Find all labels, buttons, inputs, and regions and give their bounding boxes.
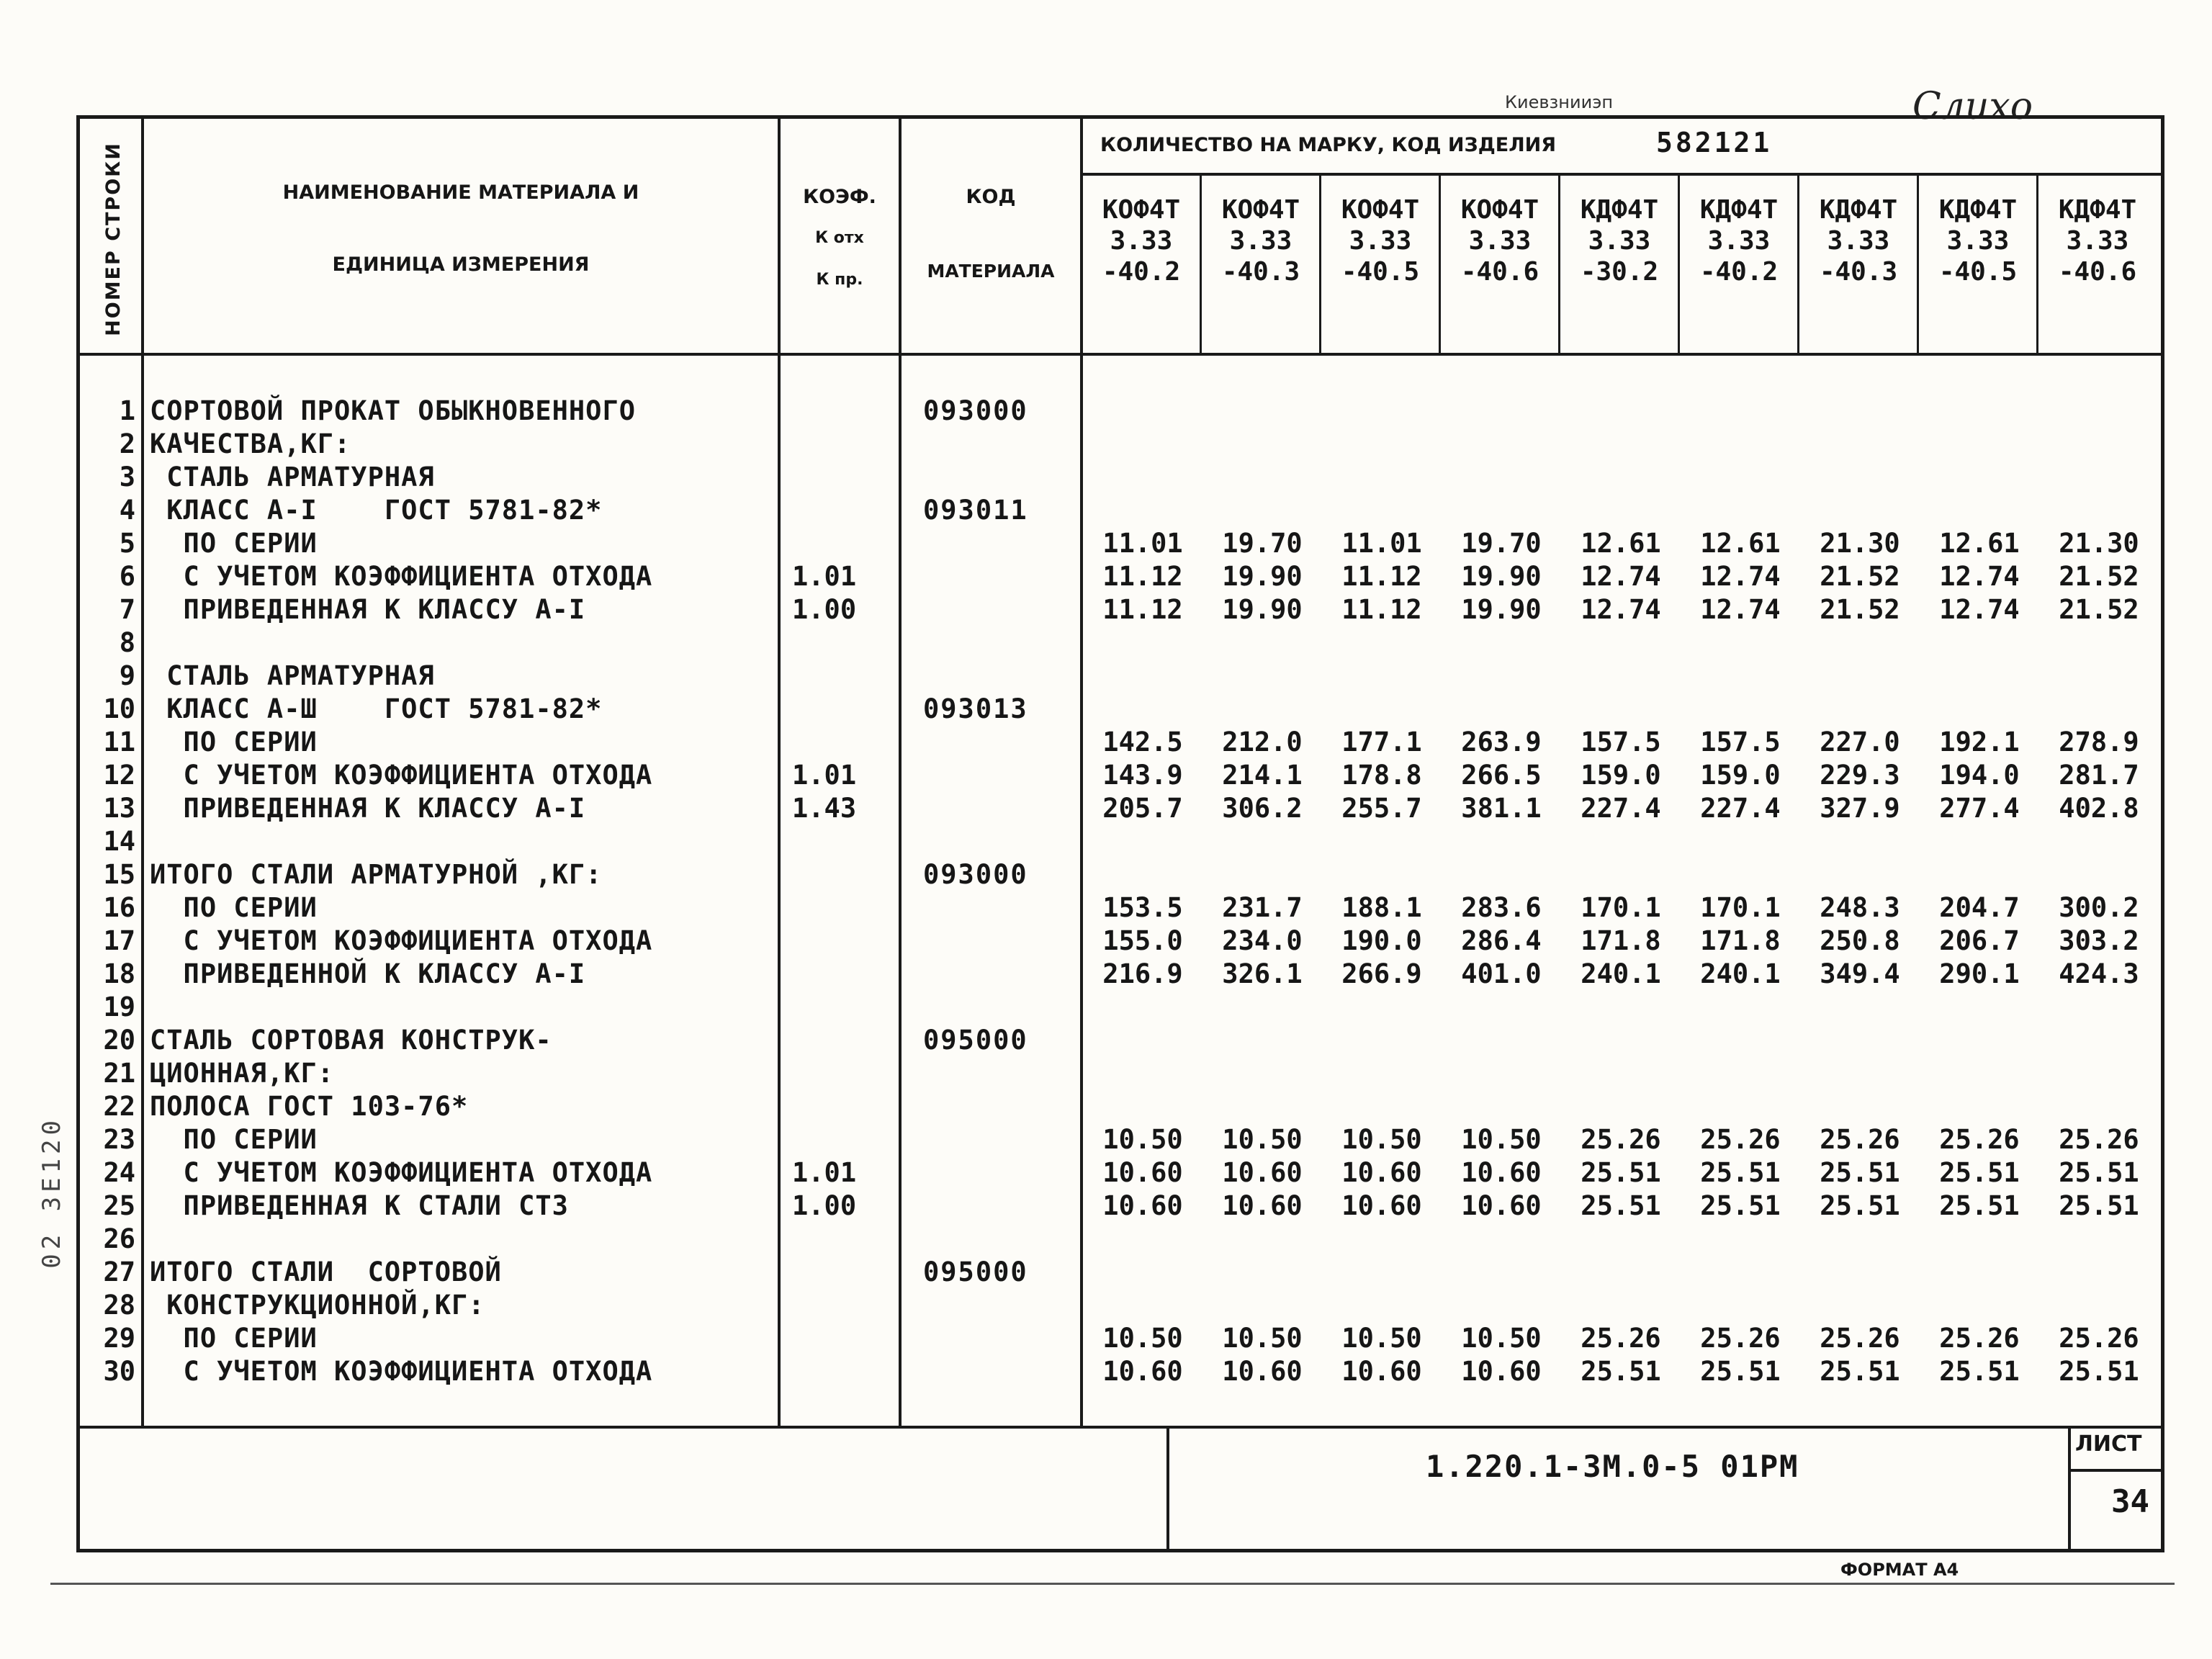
- material-header-line2: ЕДИНИЦА ИЗМЕРЕНИЯ: [332, 253, 590, 276]
- product-column-header: [1082, 194, 1201, 287]
- quantity-value: 19.90: [1461, 561, 1542, 592]
- quantity-value: 25.26: [1820, 1323, 1900, 1354]
- quantity-value: 306.2: [1222, 793, 1303, 824]
- quantity-value: 10.60: [1461, 1190, 1542, 1221]
- row-number: 16: [103, 892, 135, 923]
- product-column-header-l3: -40.3: [1819, 257, 1898, 287]
- quantity-value: 25.51: [1700, 1356, 1781, 1387]
- margin-code: 02 3Е120: [37, 1116, 66, 1269]
- quantity-value: 277.4: [1939, 793, 2020, 824]
- quantity-value: 281.7: [2059, 760, 2139, 791]
- table-row: [0, 428, 2212, 461]
- coef-header-line3: К пр.: [816, 271, 863, 289]
- product-column-header-l1: КОФ4Т: [1460, 195, 1539, 225]
- material-code: 093011: [923, 495, 1028, 526]
- quantity-value: 25.51: [1581, 1157, 1661, 1188]
- quantity-value: 10.60: [1461, 1157, 1542, 1188]
- quantity-value: 19.90: [1222, 594, 1303, 625]
- material-code: 095000: [923, 1256, 1028, 1287]
- row-number: 14: [103, 826, 135, 857]
- coefficient: 1.00: [792, 594, 857, 625]
- quantity-value: 25.51: [1820, 1157, 1900, 1188]
- product-column-header-l2: 3.33: [1349, 226, 1412, 256]
- quantity-value: 10.60: [1102, 1190, 1183, 1221]
- product-column-header-l3: -40.2: [1102, 257, 1181, 287]
- quantity-value: 19.70: [1461, 528, 1542, 559]
- quantity-value: 212.0: [1222, 727, 1303, 757]
- table-row: [0, 958, 2212, 991]
- quantity-value: 12.61: [1939, 528, 2020, 559]
- quantity-value: 12.74: [1939, 594, 2020, 625]
- quantity-value: 204.7: [1939, 892, 2020, 923]
- row-number: 11: [103, 727, 135, 757]
- row-number: 30: [103, 1356, 135, 1387]
- material-name: ПРИВЕДЕННАЯ К КЛАССУ А-I: [150, 793, 586, 824]
- quantity-value: 10.60: [1222, 1356, 1303, 1387]
- quantity-value: 19.70: [1222, 528, 1303, 559]
- product-column-header-l2: 3.33: [1707, 226, 1771, 256]
- product-column-header-l3: -40.6: [1460, 257, 1539, 287]
- table-row: [0, 726, 2212, 759]
- material-name: С УЧЕТОМ КОЭФФИЦИЕНТА ОТХОДА: [150, 561, 653, 592]
- material-name: КОНСТРУКЦИОННОЙ,КГ:: [150, 1290, 485, 1321]
- product-column-header: [1799, 194, 1918, 287]
- table-row: [0, 560, 2212, 593]
- quantity-value: 327.9: [1820, 793, 1900, 824]
- quantity-value: 234.0: [1222, 925, 1303, 956]
- quantity-value: 10.60: [1102, 1356, 1183, 1387]
- quantity-value: 25.26: [1939, 1124, 2020, 1155]
- code-header-line2: МАТЕРИАЛА: [927, 261, 1055, 282]
- quantity-value: 11.12: [1341, 594, 1422, 625]
- table-row: [0, 527, 2212, 560]
- quantity-value: 25.51: [2059, 1190, 2139, 1221]
- product-column-header-l2: 3.33: [1110, 226, 1173, 256]
- row-number: 6: [119, 561, 135, 592]
- quantity-value: 25.26: [1939, 1323, 2020, 1354]
- quantity-value: 227.0: [1820, 727, 1900, 757]
- material-name: С УЧЕТОМ КОЭФФИЦИЕНТА ОТХОДА: [150, 760, 653, 791]
- material-name: ПО СЕРИИ: [150, 1124, 318, 1155]
- row-number: 19: [103, 992, 135, 1022]
- quantity-value: 25.51: [1939, 1157, 2020, 1188]
- material-name: ПРИВЕДЕННАЯ К СТАЛИ СТ3: [150, 1190, 569, 1221]
- quantity-value: 25.51: [1820, 1356, 1900, 1387]
- row-number: 2: [119, 428, 135, 459]
- product-column-header: [1201, 194, 1321, 287]
- product-column-header-l1: КОФ4Т: [1102, 195, 1181, 225]
- product-column-header-l3: -40.2: [1699, 257, 1779, 287]
- quantity-value: 21.52: [1820, 594, 1900, 625]
- table-row: [0, 792, 2212, 825]
- material-name: ПО СЕРИИ: [150, 892, 318, 923]
- material-code: 093000: [923, 395, 1028, 426]
- product-column-header-l1: КДФ4Т: [1699, 195, 1779, 225]
- material-name: КАЧЕСТВА,КГ:: [150, 428, 351, 459]
- page-format: ФОРМАТ А4: [1840, 1560, 1959, 1580]
- quantity-value: 227.4: [1700, 793, 1781, 824]
- product-column-header-l1: КДФ4Т: [1938, 195, 2018, 225]
- sheet-number: 34: [2111, 1483, 2149, 1520]
- row-number: 21: [103, 1058, 135, 1089]
- quantity-value: 303.2: [2059, 925, 2139, 956]
- quantity-value: 170.1: [1581, 892, 1661, 923]
- product-column-header: [1679, 194, 1799, 287]
- quantity-value: 21.30: [2059, 528, 2139, 559]
- table-row: [0, 593, 2212, 626]
- footer-sheet-left: [2068, 1426, 2071, 1551]
- quantity-value: 12.61: [1700, 528, 1781, 559]
- row-number: 1: [119, 395, 135, 426]
- table-row: [0, 1024, 2212, 1057]
- row-number: 29: [103, 1323, 135, 1354]
- material-name: ПО СЕРИИ: [150, 528, 318, 559]
- product-column-header-l2: 3.33: [1827, 226, 1890, 256]
- row-number: 27: [103, 1256, 135, 1287]
- quantity-value: 12.74: [1939, 561, 2020, 592]
- row-number: 9: [119, 660, 135, 691]
- quantity-value: 25.51: [1581, 1190, 1661, 1221]
- quantity-value: 250.8: [1820, 925, 1900, 956]
- quantity-value: 10.50: [1461, 1323, 1542, 1354]
- quantity-value: 300.2: [2059, 892, 2139, 923]
- quantity-value: 192.1: [1939, 727, 2020, 757]
- material-name: С УЧЕТОМ КОЭФФИЦИЕНТА ОТХОДА: [150, 925, 653, 956]
- table-row: [0, 693, 2212, 726]
- header-divider: [76, 353, 2164, 356]
- quantity-value: 10.60: [1341, 1157, 1422, 1188]
- quantity-value: 142.5: [1102, 727, 1183, 757]
- footer-stamp-left: [1166, 1426, 1169, 1551]
- quantity-value: 170.1: [1700, 892, 1781, 923]
- row-number: 10: [103, 693, 135, 724]
- table-row: [0, 494, 2212, 527]
- quantity-value: 159.0: [1581, 760, 1661, 791]
- quantity-value: 159.0: [1700, 760, 1781, 791]
- quantity-value: 25.51: [1581, 1356, 1661, 1387]
- table-row: [0, 858, 2212, 891]
- quantity-value: 216.9: [1102, 958, 1183, 989]
- quantity-value: 157.5: [1700, 727, 1781, 757]
- product-column-header: [2038, 194, 2157, 287]
- quantity-value: 248.3: [1820, 892, 1900, 923]
- coefficient: 1.01: [792, 760, 857, 791]
- quantity-value: 188.1: [1341, 892, 1422, 923]
- coef-header-line2: К отх: [815, 229, 864, 247]
- signature: Слихо: [1912, 85, 2033, 128]
- quantity-value: 21.52: [2059, 561, 2139, 592]
- quantity-value: 21.52: [1820, 561, 1900, 592]
- quantity-value: 401.0: [1461, 958, 1542, 989]
- quantity-value: 178.8: [1341, 760, 1422, 791]
- document-number: 1.220.1-3М.0-5 01РМ: [1426, 1449, 1799, 1484]
- row-number: 18: [103, 958, 135, 989]
- quantity-value: 266.9: [1341, 958, 1422, 989]
- product-column-header: [1918, 194, 2038, 287]
- row-number: 12: [103, 760, 135, 791]
- row-number: 3: [119, 462, 135, 493]
- quantity-value: 12.74: [1700, 561, 1781, 592]
- quantity-value: 10.60: [1341, 1190, 1422, 1221]
- row-number: 24: [103, 1157, 135, 1188]
- quantity-value: 25.26: [1700, 1124, 1781, 1155]
- product-column-header: [1440, 194, 1560, 287]
- product-column-header-l2: 3.33: [1229, 226, 1292, 256]
- material-name: КЛАСС А-Ш ГОСТ 5781-82*: [150, 693, 603, 724]
- material-header-line1: НАИМЕНОВАНИЕ МАТЕРИАЛА И: [282, 181, 639, 204]
- quantity-value: 25.26: [2059, 1323, 2139, 1354]
- row-number: 22: [103, 1091, 135, 1122]
- product-column-header-l2: 3.33: [2066, 226, 2129, 256]
- quantity-value: 155.0: [1102, 925, 1183, 956]
- quantity-value: 206.7: [1939, 925, 2020, 956]
- quantity-value: 143.9: [1102, 760, 1183, 791]
- table-row: [0, 395, 2212, 428]
- quantity-value: 25.51: [2059, 1157, 2139, 1188]
- quantity-value: 25.51: [1939, 1190, 2020, 1221]
- row-number: 20: [103, 1025, 135, 1056]
- product-column-header-l3: -40.6: [2058, 257, 2137, 287]
- quantity-value: 12.61: [1581, 528, 1661, 559]
- table-row: [0, 1156, 2212, 1190]
- quantity-value: 25.26: [1700, 1323, 1781, 1354]
- bottom-trim-line: [50, 1583, 2175, 1585]
- quantity-value: 19.90: [1461, 594, 1542, 625]
- material-name: ИТОГО СТАЛИ АРМАТУРНОЙ ,КГ:: [150, 859, 603, 890]
- table-row: [0, 1289, 2212, 1322]
- table-row: [0, 1123, 2212, 1156]
- footer-sheet-divider: [2068, 1469, 2164, 1472]
- material-name: С УЧЕТОМ КОЭФФИЦИЕНТА ОТХОДА: [150, 1157, 653, 1188]
- quantity-value: 240.1: [1581, 958, 1661, 989]
- product-column-header-l3: -40.5: [1341, 257, 1420, 287]
- quantity-value: 153.5: [1102, 892, 1183, 923]
- product-column-header-l1: КДФ4Т: [2058, 195, 2137, 225]
- table-row: [0, 660, 2212, 693]
- quantity-value: 12.74: [1700, 594, 1781, 625]
- row-number: 5: [119, 528, 135, 559]
- material-name: С УЧЕТОМ КОЭФФИЦИЕНТА ОТХОДА: [150, 1356, 653, 1387]
- quantity-value: 11.12: [1102, 594, 1183, 625]
- quantity-value: 21.30: [1820, 528, 1900, 559]
- quantity-value: 10.50: [1102, 1124, 1183, 1155]
- material-name: ПРИВЕДЕННОЙ К КЛАССУ А-I: [150, 958, 586, 989]
- material-name: СТАЛЬ СОРТОВАЯ КОНСТРУК-: [150, 1025, 552, 1056]
- quantity-value: 25.26: [1581, 1124, 1661, 1155]
- quantity-value: 227.4: [1581, 793, 1661, 824]
- quantity-value: 283.6: [1461, 892, 1542, 923]
- quantity-value: 194.0: [1939, 760, 2020, 791]
- material-code: 093000: [923, 859, 1028, 890]
- table-row: [0, 1057, 2212, 1090]
- material-name: СТАЛЬ АРМАТУРНАЯ: [150, 660, 435, 691]
- product-column-header-l1: КОФ4Т: [1341, 195, 1420, 225]
- row-number: 7: [119, 594, 135, 625]
- table-row: [0, 891, 2212, 925]
- row-number: 28: [103, 1290, 135, 1321]
- quantity-value: 214.1: [1222, 760, 1303, 791]
- quantity-divider: [1080, 173, 2164, 176]
- quantity-value: 25.51: [1700, 1190, 1781, 1221]
- quantity-value: 10.50: [1222, 1323, 1303, 1354]
- material-name: ИТОГО СТАЛИ СОРТОВОЙ: [150, 1256, 502, 1287]
- row-number-header: НОМЕР СТРОКИ: [102, 142, 125, 336]
- product-column-header-l2: 3.33: [1588, 226, 1651, 256]
- quantity-value: 326.1: [1222, 958, 1303, 989]
- table-row: [0, 1223, 2212, 1256]
- row-number: 8: [119, 627, 135, 658]
- material-name: СОРТОВОЙ ПРОКАТ ОБЫКНОВЕННОГО: [150, 395, 637, 426]
- quantity-value: 10.60: [1341, 1356, 1422, 1387]
- coef-header-line1: КОЭФ.: [803, 186, 876, 208]
- quantity-value: 286.4: [1461, 925, 1542, 956]
- quantity-value: 240.1: [1700, 958, 1781, 989]
- row-number: 4: [119, 495, 135, 526]
- row-number: 23: [103, 1124, 135, 1155]
- quantity-value: 171.8: [1700, 925, 1781, 956]
- table-row: [0, 1090, 2212, 1123]
- material-code: 095000: [923, 1025, 1028, 1056]
- quantity-value: 381.1: [1461, 793, 1542, 824]
- quantity-value: 25.26: [1820, 1124, 1900, 1155]
- quantity-value: 266.5: [1461, 760, 1542, 791]
- coefficient: 1.00: [792, 1190, 857, 1221]
- quantity-value: 278.9: [2059, 727, 2139, 757]
- quantity-value: 10.60: [1222, 1190, 1303, 1221]
- quantity-value: 10.60: [1222, 1157, 1303, 1188]
- product-column-header-l1: КДФ4Т: [1580, 195, 1659, 225]
- quantity-value: 25.26: [1581, 1323, 1661, 1354]
- quantity-value: 10.50: [1341, 1124, 1422, 1155]
- quantity-value: 290.1: [1939, 958, 2020, 989]
- quantity-value: 229.3: [1820, 760, 1900, 791]
- coefficient: 1.01: [792, 561, 857, 592]
- table-row: [0, 991, 2212, 1024]
- product-column-header-l1: КОФ4Т: [1221, 195, 1300, 225]
- material-name: ПО СЕРИИ: [150, 727, 318, 757]
- product-column-header-l3: -30.2: [1580, 257, 1659, 287]
- quantity-value: 19.90: [1222, 561, 1303, 592]
- sheet-label: ЛИСТ: [2075, 1431, 2142, 1457]
- quantity-value: 402.8: [2059, 793, 2139, 824]
- footer-divider: [76, 1426, 2164, 1429]
- product-column-header-l3: -40.3: [1221, 257, 1300, 287]
- quantity-value: 11.01: [1341, 528, 1422, 559]
- coefficient: 1.01: [792, 1157, 857, 1188]
- row-number: 26: [103, 1223, 135, 1254]
- quantity-value: 21.52: [2059, 594, 2139, 625]
- product-column-header: [1321, 194, 1440, 287]
- product-column-header: [1560, 194, 1679, 287]
- quantity-value: 10.50: [1461, 1124, 1542, 1155]
- quantity-value: 231.7: [1222, 892, 1303, 923]
- quantity-value: 25.26: [2059, 1124, 2139, 1155]
- product-column-header-l3: -40.5: [1938, 257, 2018, 287]
- material-name: ПО СЕРИИ: [150, 1323, 318, 1354]
- table-row: [0, 461, 2212, 494]
- table-row: [0, 1190, 2212, 1223]
- product-code: 582121: [1656, 127, 1773, 158]
- table-row: [0, 1256, 2212, 1289]
- quantity-value: 10.60: [1461, 1356, 1542, 1387]
- quantity-value: 10.50: [1341, 1323, 1422, 1354]
- row-number: 15: [103, 859, 135, 890]
- table-row: [0, 1322, 2212, 1355]
- quantity-value: 12.74: [1581, 561, 1661, 592]
- table-row: [0, 1355, 2212, 1388]
- quantity-value: 25.51: [1700, 1157, 1781, 1188]
- quantity-value: 190.0: [1341, 925, 1422, 956]
- quantity-value: 255.7: [1341, 793, 1422, 824]
- quantity-value: 157.5: [1581, 727, 1661, 757]
- table-row: [0, 626, 2212, 660]
- quantity-value: 171.8: [1581, 925, 1661, 956]
- table-row: [0, 825, 2212, 858]
- quantity-value: 25.51: [1939, 1356, 2020, 1387]
- quantity-value: 205.7: [1102, 793, 1183, 824]
- quantity-value: 11.01: [1102, 528, 1183, 559]
- top-note: Киевзнииэп: [1505, 92, 1614, 112]
- quantity-value: 11.12: [1341, 561, 1422, 592]
- quantity-value: 25.51: [2059, 1356, 2139, 1387]
- quantity-header: КОЛИЧЕСТВО НА МАРКУ, КОД ИЗДЕЛИЯ: [1100, 134, 1557, 156]
- product-column-header-l1: КДФ4Т: [1819, 195, 1898, 225]
- material-code: 093013: [923, 693, 1028, 724]
- code-header-line1: КОД: [966, 186, 1016, 208]
- product-column-header-l2: 3.33: [1946, 226, 2010, 256]
- quantity-value: 25.51: [1820, 1190, 1900, 1221]
- material-name: ПРИВЕДЕННАЯ К КЛАССУ А-I: [150, 594, 586, 625]
- quantity-value: 263.9: [1461, 727, 1542, 757]
- product-column-header-l2: 3.33: [1468, 226, 1532, 256]
- material-name: КЛАСС А-I ГОСТ 5781-82*: [150, 495, 603, 526]
- material-name: ЦИОННАЯ,КГ:: [150, 1058, 335, 1089]
- quantity-value: 10.50: [1222, 1124, 1303, 1155]
- row-number: 17: [103, 925, 135, 956]
- quantity-value: 10.50: [1102, 1323, 1183, 1354]
- coefficient: 1.43: [792, 793, 857, 824]
- table-row: [0, 759, 2212, 792]
- quantity-value: 349.4: [1820, 958, 1900, 989]
- quantity-value: 11.12: [1102, 561, 1183, 592]
- quantity-value: 424.3: [2059, 958, 2139, 989]
- row-number: 25: [103, 1190, 135, 1221]
- table-row: [0, 925, 2212, 958]
- row-number: 13: [103, 793, 135, 824]
- material-name: СТАЛЬ АРМАТУРНАЯ: [150, 462, 435, 493]
- quantity-value: 177.1: [1341, 727, 1422, 757]
- quantity-value: 10.60: [1102, 1157, 1183, 1188]
- material-name: ПОЛОСА ГОСТ 103-76*: [150, 1091, 469, 1122]
- quantity-value: 12.74: [1581, 594, 1661, 625]
